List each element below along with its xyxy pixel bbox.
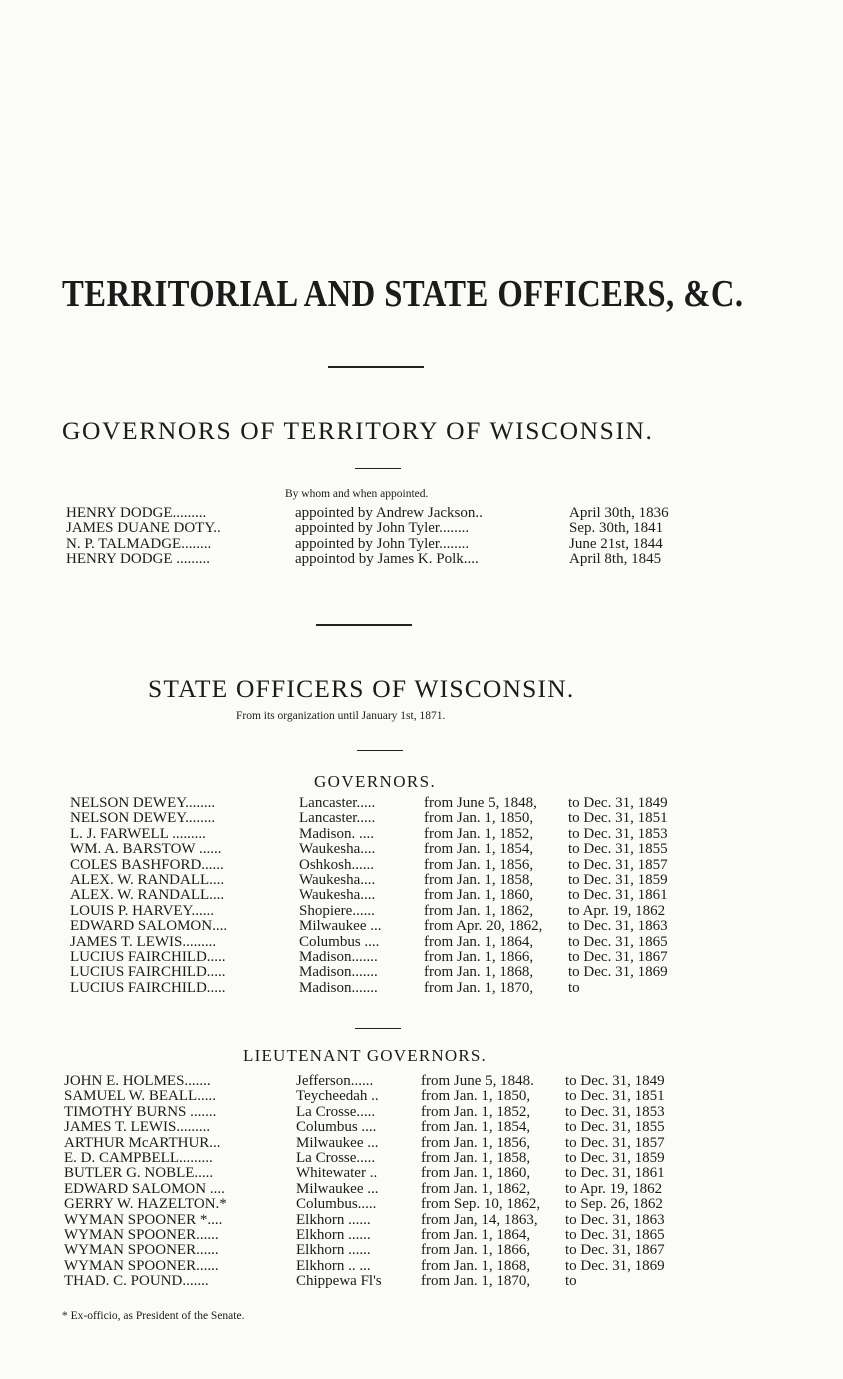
term-start: from Jan. 1, 1860, <box>421 1165 531 1182</box>
governor-name: JAMES DUANE DOTY.. <box>66 520 221 537</box>
term-end: to Dec. 31, 1859 <box>565 1149 665 1166</box>
term-start: from June 5, 1848, <box>424 795 537 811</box>
residence: Columbus .... <box>299 933 380 950</box>
officer-name: L. J. FARWELL ......... <box>70 825 206 842</box>
officer-name: LUCIUS FAIRCHILD..... <box>70 964 226 981</box>
officer-name: JOHN E. HOLMES....... <box>64 1073 211 1089</box>
term-end: to Dec. 31, 1849 <box>565 1073 665 1089</box>
officer-name: ALEX. W. RANDALL.... <box>70 871 225 888</box>
officer-name: ARTHUR McARTHUR... <box>64 1134 221 1151</box>
officer-name: SAMUEL W. BEALL..... <box>64 1088 216 1105</box>
term-end: to Dec. 31, 1867 <box>565 1242 665 1259</box>
residence: Waukesha.... <box>299 887 376 904</box>
term-end: to Apr. 19, 1862 <box>568 902 666 919</box>
officer-name: JAMES T. LEWIS......... <box>64 1119 211 1136</box>
officer-name: ALEX. W. RANDALL.... <box>70 887 225 904</box>
officer-name: E. D. CAMPBELL......... <box>64 1149 213 1166</box>
officer-name: LUCIUS FAIRCHILD..... <box>70 979 226 996</box>
term-end: to Apr. 19, 1862 <box>565 1180 663 1197</box>
appointment-date: April 8th, 1845 <box>569 551 662 568</box>
term-end: to Dec. 31, 1869 <box>565 1257 665 1274</box>
divider-rule <box>355 1028 401 1029</box>
term-end: to Sep. 26, 1862 <box>565 1196 663 1213</box>
term-start: from Jan. 1, 1858, <box>424 871 534 888</box>
term-end: to Dec. 31, 1865 <box>568 933 668 950</box>
term-end: to <box>568 979 580 996</box>
term-start: from Jan. 1, 1868, <box>424 964 534 981</box>
term-end: to Dec. 31, 1853 <box>565 1103 665 1120</box>
divider-rule <box>316 624 412 626</box>
residence: Madison....... <box>299 964 378 981</box>
term-end: to Dec. 31, 1869 <box>568 964 668 981</box>
territory-heading: GOVERNORS OF TERRITORY OF WISCONSIN. <box>62 416 654 445</box>
term-start: from June 5, 1848. <box>421 1073 534 1089</box>
governor-name: HENRY DODGE ......... <box>66 551 211 568</box>
term-start: from Jan. 1, 1856, <box>421 1134 531 1151</box>
appointment-date: June 21st, 1844 <box>569 535 663 552</box>
governor-name: N. P. TALMADGE........ <box>66 535 212 552</box>
term-end: to <box>565 1273 577 1290</box>
residence: Columbus .... <box>296 1119 377 1136</box>
officer-name: EDWARD SALOMON .... <box>64 1180 225 1197</box>
officer-name: JAMES T. LEWIS......... <box>70 933 217 950</box>
term-end: to Dec. 31, 1855 <box>568 841 668 858</box>
lieutenant-governors-heading: LIEUTENANT GOVERNORS. <box>243 1046 487 1065</box>
officer-name: WM. A. BARSTOW ...... <box>70 841 222 858</box>
term-end: to Dec. 31, 1857 <box>565 1134 665 1151</box>
appointed-by: appointod by James K. Polk.... <box>295 551 479 568</box>
term-end: to Dec. 31, 1859 <box>568 871 668 888</box>
term-start: from Sep. 10, 1862, <box>421 1196 541 1213</box>
main-title: TERRITORIAL AND STATE OFFICERS, &C. <box>62 273 744 315</box>
officer-name: BUTLER G. NOBLE..... <box>64 1165 214 1182</box>
officer-name: WYMAN SPOONER...... <box>64 1242 219 1259</box>
residence: Madison. .... <box>299 825 374 842</box>
residence: Elkhorn ...... <box>296 1226 371 1243</box>
residence: Oshkosh...... <box>299 856 375 873</box>
territory-note: By whom and when appointed. <box>285 488 429 500</box>
residence: Milwaukee ... <box>296 1180 379 1197</box>
appointed-by: appointed by John Tyler........ <box>295 520 470 537</box>
term-start: from Jan. 1, 1866, <box>421 1242 531 1259</box>
officer-name: WYMAN SPOONER *.... <box>64 1211 223 1228</box>
residence: Chippewa Fl's <box>296 1273 382 1290</box>
term-start: from Jan. 1, 1870, <box>424 979 534 996</box>
officer-name: WYMAN SPOONER...... <box>64 1257 219 1274</box>
officer-name: LOUIS P. HARVEY...... <box>70 902 214 919</box>
term-end: to Dec. 31, 1857 <box>568 856 668 873</box>
governors-heading: GOVERNORS. <box>314 772 437 791</box>
divider-rule <box>357 750 403 751</box>
residence: Elkhorn ...... <box>296 1211 371 1228</box>
residence: Milwaukee ... <box>299 918 382 935</box>
residence: La Crosse..... <box>296 1149 376 1166</box>
residence: Elkhorn .. ... <box>296 1257 371 1274</box>
residence: La Crosse..... <box>296 1103 376 1120</box>
term-end: to Dec. 31, 1851 <box>568 810 668 827</box>
term-end: to Dec. 31, 1849 <box>568 795 668 811</box>
term-start: from Jan. 1, 1868, <box>421 1257 531 1274</box>
officer-name: NELSON DEWEY........ <box>70 810 216 827</box>
term-end: to Dec. 31, 1863 <box>568 918 668 935</box>
divider-rule <box>328 366 424 368</box>
term-start: from Jan. 1, 1854, <box>424 841 534 858</box>
officer-name: COLES BASHFORD...... <box>70 856 224 873</box>
term-end: to Dec. 31, 1861 <box>568 887 668 904</box>
term-start: from Jan, 14, 1863, <box>421 1211 538 1228</box>
term-start: from Jan. 1, 1854, <box>421 1119 531 1136</box>
footnote: * Ex-officio, as President of the Senate. <box>62 1310 245 1322</box>
residence: Lancaster..... <box>299 795 376 811</box>
residence: Lancaster..... <box>299 810 376 827</box>
term-start: from Jan. 1, 1852, <box>424 825 534 842</box>
term-end: to Dec. 31, 1861 <box>565 1165 665 1182</box>
officer-name: GERRY W. HAZELTON.* <box>64 1196 227 1213</box>
appointed-by: appointed by Andrew Jackson.. <box>295 505 483 521</box>
residence: Columbus..... <box>296 1196 377 1213</box>
term-end: to Dec. 31, 1867 <box>568 948 668 965</box>
officer-name: EDWARD SALOMON.... <box>70 918 228 935</box>
term-end: to Dec. 31, 1855 <box>565 1119 665 1136</box>
residence: Whitewater .. <box>296 1165 378 1182</box>
term-start: from Jan. 1, 1852, <box>421 1103 531 1120</box>
term-start: from Jan. 1, 1858, <box>421 1149 531 1166</box>
term-start: from Jan. 1, 1862, <box>421 1180 531 1197</box>
appointment-date: Sep. 30th, 1841 <box>569 520 664 537</box>
residence: Milwaukee ... <box>296 1134 379 1151</box>
residence: Jefferson...... <box>296 1073 374 1089</box>
term-start: from Jan. 1, 1860, <box>424 887 534 904</box>
residence: Shopiere...... <box>299 902 375 919</box>
divider-rule <box>355 468 401 469</box>
term-start: from Jan. 1, 1850, <box>421 1088 531 1105</box>
term-end: to Dec. 31, 1851 <box>565 1088 665 1105</box>
residence: Teycheedah .. <box>296 1088 379 1105</box>
appointed-by: appointed by John Tyler........ <box>295 535 470 552</box>
officer-name: THAD. C. POUND....... <box>64 1273 209 1290</box>
term-start: from Jan. 1, 1864, <box>424 933 534 950</box>
residence: Waukesha.... <box>299 841 376 858</box>
term-start: from Jan. 1, 1856, <box>424 856 534 873</box>
residence: Madison....... <box>299 948 378 965</box>
state-heading: STATE OFFICERS OF WISCONSIN. <box>148 674 575 703</box>
officer-name: WYMAN SPOONER...... <box>64 1226 219 1243</box>
term-start: from Jan. 1, 1862, <box>424 902 534 919</box>
term-end: to Dec. 31, 1863 <box>565 1211 665 1228</box>
officer-name: LUCIUS FAIRCHILD..... <box>70 948 226 965</box>
officer-name: NELSON DEWEY........ <box>70 795 216 811</box>
officer-name: TIMOTHY BURNS ....... <box>64 1103 217 1120</box>
term-end: to Dec. 31, 1853 <box>568 825 668 842</box>
residence: Elkhorn ...... <box>296 1242 371 1259</box>
term-start: from Jan. 1, 1864, <box>421 1226 531 1243</box>
residence: Waukesha.... <box>299 871 376 888</box>
state-note: From its organization until January 1st, 1871. <box>236 710 446 722</box>
governor-name: HENRY DODGE......... <box>66 505 207 521</box>
term-start: from Jan. 1, 1870, <box>421 1273 531 1290</box>
term-start: from Apr. 20, 1862, <box>424 918 543 935</box>
residence: Madison....... <box>299 979 378 996</box>
appointment-date: April 30th, 1836 <box>569 505 669 521</box>
term-end: to Dec. 31, 1865 <box>565 1226 665 1243</box>
term-start: from Jan. 1, 1866, <box>424 948 534 965</box>
term-start: from Jan. 1, 1850, <box>424 810 534 827</box>
